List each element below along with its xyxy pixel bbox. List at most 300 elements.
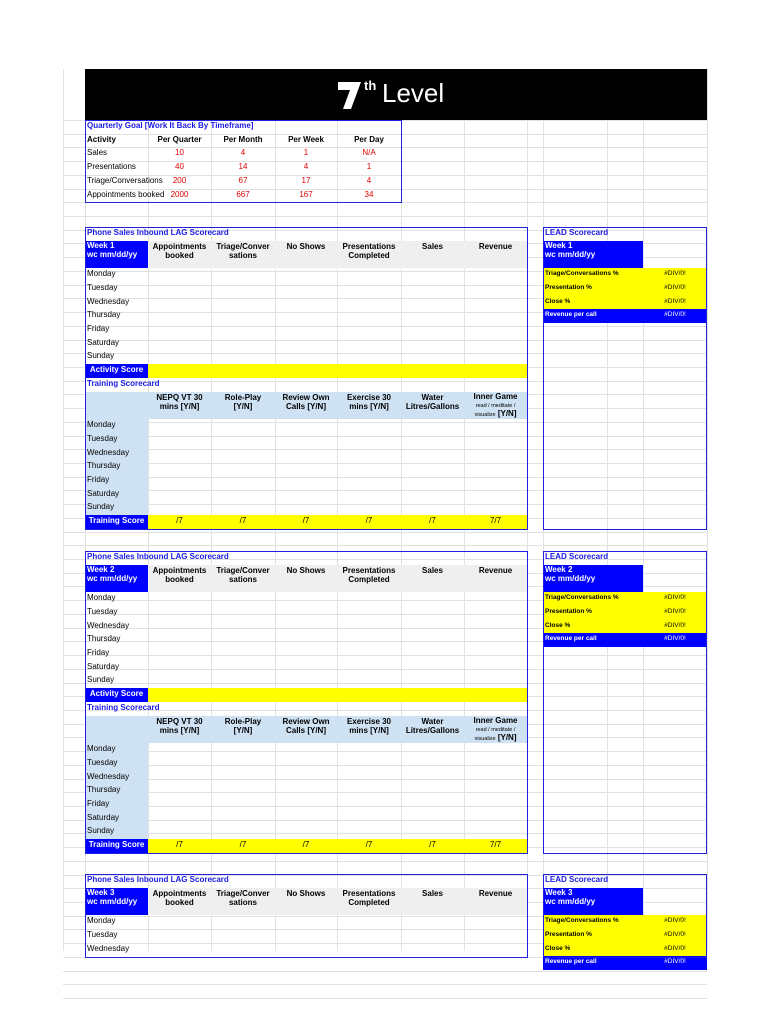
lag-entry-cell[interactable] bbox=[401, 606, 464, 620]
training-entry-cell[interactable] bbox=[211, 825, 275, 839]
training-entry-cell[interactable] bbox=[148, 474, 211, 488]
lag-column-header: Revenue bbox=[464, 241, 527, 268]
lag-entry-cell[interactable] bbox=[401, 323, 464, 337]
lag-entry-cell[interactable] bbox=[211, 647, 275, 661]
training-score-value: /7 bbox=[337, 839, 401, 853]
training-entry-cell[interactable] bbox=[148, 825, 211, 839]
activity-score-bar[interactable] bbox=[148, 364, 527, 378]
lag-column-header: Triage/Conver sations bbox=[211, 888, 275, 915]
lag-entry-cell[interactable] bbox=[275, 337, 337, 351]
lag-entry-cell[interactable] bbox=[211, 296, 275, 310]
lag-column-header: Revenue bbox=[464, 888, 527, 915]
quarterly-goal-value[interactable]: 10 bbox=[175, 148, 184, 158]
quarterly-header: Per Week bbox=[288, 134, 324, 144]
training-entry-cell[interactable] bbox=[211, 501, 275, 515]
lag-entry-cell[interactable] bbox=[401, 929, 464, 943]
training-entry-cell[interactable] bbox=[464, 812, 527, 826]
activity-score-label: Activity Score bbox=[85, 688, 148, 702]
quarterly-goal-value[interactable]: 17 bbox=[301, 175, 311, 185]
training-scorecard-title: Training Scorecard bbox=[87, 378, 160, 388]
training-entry-cell[interactable] bbox=[401, 474, 464, 488]
training-entry-cell[interactable] bbox=[148, 447, 211, 461]
training-entry-cell[interactable] bbox=[337, 419, 401, 433]
quarterly-activity-label: Presentations bbox=[87, 162, 136, 172]
lead-metric-label: Close % bbox=[543, 296, 643, 310]
training-column-header-inner-game bbox=[464, 716, 527, 743]
training-day-label: Saturday bbox=[85, 488, 148, 502]
day-label: Friday bbox=[87, 324, 110, 334]
lag-entry-cell[interactable] bbox=[401, 350, 464, 364]
lag-entry-cell[interactable] bbox=[148, 282, 211, 296]
training-entry-cell[interactable] bbox=[148, 784, 211, 798]
lag-entry-cell[interactable] bbox=[275, 915, 337, 929]
training-entry-cell[interactable] bbox=[464, 825, 527, 839]
lead-metric-value: #DIV/0! bbox=[643, 633, 707, 647]
lead-metric-label: Triage/Conversations % bbox=[543, 592, 643, 606]
lag-entry-cell[interactable] bbox=[211, 661, 275, 675]
lag-entry-cell[interactable] bbox=[275, 647, 337, 661]
lag-entry-cell[interactable] bbox=[337, 915, 401, 929]
training-entry-cell[interactable] bbox=[275, 743, 337, 757]
grid-column-line bbox=[527, 69, 528, 951]
lag-entry-cell[interactable] bbox=[337, 309, 401, 323]
week-name: Week 1 bbox=[87, 240, 115, 250]
lead-metric-value: #DIV/0! bbox=[643, 309, 707, 323]
training-entry-cell[interactable] bbox=[464, 474, 527, 488]
training-entry-cell[interactable] bbox=[401, 825, 464, 839]
training-entry-cell[interactable] bbox=[211, 433, 275, 447]
training-day-label: Friday bbox=[85, 474, 148, 488]
training-entry-cell[interactable] bbox=[275, 419, 337, 433]
quarterly-activity-label: Triage/Conversations bbox=[87, 175, 163, 185]
training-entry-cell[interactable] bbox=[337, 433, 401, 447]
training-entry-cell[interactable] bbox=[337, 784, 401, 798]
quarterly-goal-value[interactable]: 167 bbox=[299, 189, 313, 199]
training-day-label: Thursday bbox=[85, 460, 148, 474]
training-column-header: Water Litres/Gallons bbox=[401, 392, 464, 419]
logo-word: Level bbox=[382, 78, 445, 108]
lag-entry-cell[interactable] bbox=[275, 661, 337, 675]
lag-entry-cell[interactable] bbox=[401, 661, 464, 675]
training-entry-cell[interactable] bbox=[401, 419, 464, 433]
inner-game-sub: read / meditate / visualize bbox=[474, 403, 516, 418]
week-commencing[interactable]: wc mm/dd/yy bbox=[87, 249, 138, 259]
lag-entry-cell[interactable] bbox=[464, 674, 527, 688]
training-entry-cell[interactable] bbox=[275, 488, 337, 502]
lag-entry-cell[interactable] bbox=[148, 268, 211, 282]
lead-metric-label: Close % bbox=[543, 620, 643, 634]
lag-entry-cell[interactable] bbox=[211, 282, 275, 296]
quarterly-goal-value[interactable]: 1 bbox=[303, 148, 309, 158]
lag-entry-cell[interactable] bbox=[337, 943, 401, 957]
training-entry-cell[interactable] bbox=[401, 447, 464, 461]
lag-entry-cell[interactable] bbox=[148, 323, 211, 337]
day-label: Wednesday bbox=[87, 620, 130, 630]
inner-game-sub: read / meditate / visualize bbox=[474, 727, 516, 742]
quarterly-goal-value[interactable]: 667 bbox=[236, 189, 250, 199]
lag-entry-cell[interactable] bbox=[275, 633, 337, 647]
lag-entry-cell[interactable] bbox=[148, 337, 211, 351]
lag-entry-cell[interactable] bbox=[464, 592, 527, 606]
training-entry-cell[interactable] bbox=[337, 474, 401, 488]
day-label: Tuesday bbox=[87, 282, 118, 292]
training-entry-cell[interactable] bbox=[275, 812, 337, 826]
training-day-label: Monday bbox=[85, 419, 148, 433]
training-entry-cell[interactable] bbox=[401, 501, 464, 515]
training-entry-cell[interactable] bbox=[275, 757, 337, 771]
lag-entry-cell[interactable] bbox=[211, 943, 275, 957]
training-entry-cell[interactable] bbox=[401, 460, 464, 474]
lag-entry-cell[interactable] bbox=[337, 592, 401, 606]
quarterly-header: Per Month bbox=[223, 134, 263, 144]
training-entry-cell[interactable] bbox=[148, 433, 211, 447]
training-entry-cell[interactable] bbox=[211, 460, 275, 474]
lag-column-header: No Shows bbox=[275, 241, 337, 268]
lag-entry-cell[interactable] bbox=[148, 929, 211, 943]
lag-entry-cell[interactable] bbox=[211, 929, 275, 943]
training-entry-cell[interactable] bbox=[464, 447, 527, 461]
lag-entry-cell[interactable] bbox=[148, 647, 211, 661]
training-entry-cell[interactable] bbox=[401, 784, 464, 798]
training-entry-cell[interactable] bbox=[211, 488, 275, 502]
training-day-label: Friday bbox=[85, 798, 148, 812]
training-entry-cell[interactable] bbox=[401, 488, 464, 502]
lag-entry-cell[interactable] bbox=[401, 268, 464, 282]
lag-entry-cell[interactable] bbox=[275, 268, 337, 282]
training-score-label: Training Score bbox=[85, 839, 148, 853]
lag-entry-cell[interactable] bbox=[275, 620, 337, 634]
day-label: Tuesday bbox=[87, 606, 118, 616]
training-entry-cell[interactable] bbox=[464, 433, 527, 447]
training-entry-cell[interactable] bbox=[337, 488, 401, 502]
training-entry-cell[interactable] bbox=[401, 812, 464, 826]
grid-row-line bbox=[63, 202, 707, 203]
activity-score-bar[interactable] bbox=[148, 688, 527, 702]
quarterly-goal-value[interactable]: 4 bbox=[366, 175, 372, 185]
training-entry-cell[interactable] bbox=[148, 501, 211, 515]
lag-entry-cell[interactable] bbox=[148, 674, 211, 688]
lead-week-commencing[interactable]: wc mm/dd/yy bbox=[545, 573, 596, 583]
training-entry-cell[interactable] bbox=[464, 460, 527, 474]
training-entry-cell[interactable] bbox=[337, 825, 401, 839]
training-entry-cell[interactable] bbox=[337, 743, 401, 757]
lag-entry-cell[interactable] bbox=[211, 633, 275, 647]
lag-entry-cell[interactable] bbox=[337, 661, 401, 675]
inner-game-yn: [Y/N] bbox=[497, 408, 517, 418]
lag-entry-cell[interactable] bbox=[211, 620, 275, 634]
training-day-label: Wednesday bbox=[85, 447, 148, 461]
training-column-header: Water Litres/Gallons bbox=[401, 716, 464, 743]
training-entry-cell[interactable] bbox=[337, 460, 401, 474]
lag-column-header: No Shows bbox=[275, 888, 337, 915]
training-entry-cell[interactable] bbox=[401, 798, 464, 812]
training-score-value: /7 bbox=[148, 839, 211, 853]
training-entry-cell[interactable] bbox=[148, 743, 211, 757]
quarterly-goal-value[interactable]: 4 bbox=[303, 162, 309, 172]
quarterly-activity-label: Sales bbox=[87, 148, 108, 158]
lag-entry-cell[interactable] bbox=[401, 915, 464, 929]
training-entry-cell[interactable] bbox=[337, 447, 401, 461]
lag-entry-cell[interactable] bbox=[275, 282, 337, 296]
lag-entry-cell[interactable] bbox=[211, 309, 275, 323]
lag-entry-cell[interactable] bbox=[148, 915, 211, 929]
training-entry-cell[interactable] bbox=[337, 812, 401, 826]
lead-scorecard-title: LEAD Scorecard bbox=[545, 875, 609, 884]
day-label: Wednesday bbox=[87, 943, 130, 953]
lag-entry-cell[interactable] bbox=[275, 309, 337, 323]
lead-metric-label: Triage/Conversations % bbox=[543, 268, 643, 282]
lead-week-commencing[interactable]: wc mm/dd/yy bbox=[545, 896, 596, 906]
lag-entry-cell[interactable] bbox=[337, 633, 401, 647]
lag-entry-cell[interactable] bbox=[275, 350, 337, 364]
quarterly-goal-value[interactable]: 14 bbox=[238, 162, 248, 172]
lag-entry-cell[interactable] bbox=[401, 592, 464, 606]
training-entry-cell[interactable] bbox=[148, 812, 211, 826]
training-score-value: /7 bbox=[148, 515, 211, 529]
training-entry-cell[interactable] bbox=[275, 784, 337, 798]
training-entry-cell[interactable] bbox=[211, 447, 275, 461]
training-column-header: Exercise 30 mins [Y/N] bbox=[337, 716, 401, 743]
lag-entry-cell[interactable] bbox=[337, 296, 401, 310]
lead-week-name: Week 3 bbox=[545, 887, 573, 897]
lag-entry-cell[interactable] bbox=[211, 323, 275, 337]
lag-entry-cell[interactable] bbox=[275, 296, 337, 310]
training-scorecard-title: Training Scorecard bbox=[87, 702, 160, 712]
lag-column-header: Sales bbox=[401, 888, 464, 915]
lead-metric-label: Presentation % bbox=[543, 606, 643, 620]
training-column-header: Review Own Calls [Y/N] bbox=[275, 392, 337, 419]
lag-entry-cell[interactable] bbox=[401, 633, 464, 647]
week-commencing[interactable]: wc mm/dd/yy bbox=[87, 573, 138, 583]
training-entry-cell[interactable] bbox=[148, 771, 211, 785]
lag-entry-cell[interactable] bbox=[464, 309, 527, 323]
lead-metric-value: #DIV/0! bbox=[643, 943, 707, 957]
training-entry-cell[interactable] bbox=[401, 743, 464, 757]
lag-entry-cell[interactable] bbox=[148, 606, 211, 620]
lead-metric-label: Revenue per call bbox=[543, 956, 643, 970]
training-entry-cell[interactable] bbox=[148, 419, 211, 433]
training-entry-cell[interactable] bbox=[464, 488, 527, 502]
lag-entry-cell[interactable] bbox=[148, 592, 211, 606]
lag-column-header: No Shows bbox=[275, 565, 337, 592]
lag-column-header: Presentations Completed bbox=[337, 565, 401, 592]
training-score-value: /7 bbox=[401, 515, 464, 529]
lag-entry-cell[interactable] bbox=[464, 337, 527, 351]
inner-game-title: Inner Game bbox=[473, 715, 518, 725]
lag-entry-cell[interactable] bbox=[211, 606, 275, 620]
lag-entry-cell[interactable] bbox=[401, 337, 464, 351]
lag-entry-cell[interactable] bbox=[275, 929, 337, 943]
lag-entry-cell[interactable] bbox=[211, 337, 275, 351]
quarterly-goal-value[interactable]: N/A bbox=[362, 148, 376, 158]
training-entry-cell[interactable] bbox=[275, 825, 337, 839]
training-entry-cell[interactable] bbox=[275, 474, 337, 488]
lag-entry-cell[interactable] bbox=[464, 929, 527, 943]
lag-entry-cell[interactable] bbox=[148, 350, 211, 364]
lag-entry-cell[interactable] bbox=[148, 309, 211, 323]
training-day-label: Saturday bbox=[85, 812, 148, 826]
training-entry-cell[interactable] bbox=[211, 743, 275, 757]
training-entry-cell[interactable] bbox=[337, 757, 401, 771]
training-entry-cell[interactable] bbox=[464, 419, 527, 433]
training-entry-cell[interactable] bbox=[464, 743, 527, 757]
lag-entry-cell[interactable] bbox=[337, 268, 401, 282]
quarterly-goal-value[interactable]: 67 bbox=[238, 175, 248, 185]
lag-entry-cell[interactable] bbox=[464, 620, 527, 634]
lag-column-header: Triage/Conver sations bbox=[211, 241, 275, 268]
lag-entry-cell[interactable] bbox=[337, 647, 401, 661]
lag-entry-cell[interactable] bbox=[337, 606, 401, 620]
week-label-cell bbox=[85, 888, 148, 915]
training-entry-cell[interactable] bbox=[148, 798, 211, 812]
lead-metric-value: #DIV/0! bbox=[643, 915, 707, 929]
lag-entry-cell[interactable] bbox=[464, 268, 527, 282]
lag-entry-cell[interactable] bbox=[401, 620, 464, 634]
training-score-label: Training Score bbox=[85, 515, 148, 529]
day-label: Monday bbox=[87, 916, 116, 926]
day-label: Tuesday bbox=[87, 929, 118, 939]
training-entry-cell[interactable] bbox=[464, 501, 527, 515]
quarterly-goal-value[interactable]: 4 bbox=[240, 148, 246, 158]
inner-game-title: Inner Game bbox=[473, 391, 518, 401]
grid-row-line bbox=[63, 971, 707, 972]
quarterly-goal-value[interactable]: 200 bbox=[172, 175, 187, 185]
lag-scorecard-title: Phone Sales Inbound LAG Scorecard bbox=[87, 228, 229, 237]
lag-entry-cell[interactable] bbox=[148, 296, 211, 310]
quarterly-goal-title: Quarterly Goal [Work It Back By Timeframe] bbox=[87, 121, 254, 130]
lag-entry-cell[interactable] bbox=[275, 943, 337, 957]
lead-week-commencing[interactable]: wc mm/dd/yy bbox=[545, 249, 596, 259]
lag-column-header: Appointments booked bbox=[148, 565, 211, 592]
training-entry-cell[interactable] bbox=[337, 501, 401, 515]
lag-entry-cell[interactable] bbox=[211, 915, 275, 929]
lag-entry-cell[interactable] bbox=[148, 661, 211, 675]
lead-metric-value: #DIV/0! bbox=[643, 620, 707, 634]
training-entry-cell[interactable] bbox=[211, 419, 275, 433]
quarterly-header: Activity bbox=[87, 134, 116, 144]
lag-entry-cell[interactable] bbox=[148, 633, 211, 647]
lag-entry-cell[interactable] bbox=[337, 620, 401, 634]
lag-entry-cell[interactable] bbox=[337, 929, 401, 943]
training-entry-cell[interactable] bbox=[275, 460, 337, 474]
training-entry-cell[interactable] bbox=[275, 771, 337, 785]
training-entry-cell[interactable] bbox=[211, 771, 275, 785]
training-entry-cell[interactable] bbox=[211, 757, 275, 771]
lag-entry-cell[interactable] bbox=[401, 296, 464, 310]
lag-entry-cell[interactable] bbox=[275, 323, 337, 337]
grid-row-line bbox=[63, 545, 707, 546]
grid-row-line bbox=[63, 984, 707, 985]
week-label-cell bbox=[85, 565, 148, 592]
training-entry-cell[interactable] bbox=[275, 447, 337, 461]
lag-entry-cell[interactable] bbox=[401, 674, 464, 688]
quarterly-goal-value[interactable]: 40 bbox=[175, 162, 184, 172]
lead-metric-value: #DIV/0! bbox=[643, 929, 707, 943]
lag-entry-cell[interactable] bbox=[148, 943, 211, 957]
lag-entry-cell[interactable] bbox=[211, 674, 275, 688]
spreadsheet-page bbox=[63, 69, 707, 966]
lag-entry-cell[interactable] bbox=[464, 661, 527, 675]
lead-metric-label: Revenue per call bbox=[543, 633, 643, 647]
quarterly-goal-value[interactable]: 2000 bbox=[170, 189, 189, 199]
training-entry-cell[interactable] bbox=[211, 798, 275, 812]
lead-metric-value: #DIV/0! bbox=[643, 956, 707, 970]
lead-week-name: Week 1 bbox=[545, 240, 573, 250]
quarterly-goal-value[interactable]: 34 bbox=[364, 189, 374, 199]
day-label: Sunday bbox=[87, 351, 115, 361]
training-entry-cell[interactable] bbox=[401, 757, 464, 771]
lag-entry-cell[interactable] bbox=[211, 350, 275, 364]
week-commencing[interactable]: wc mm/dd/yy bbox=[87, 896, 138, 906]
training-entry-cell[interactable] bbox=[464, 798, 527, 812]
training-score-value: 7/7 bbox=[464, 839, 527, 853]
training-entry-cell[interactable] bbox=[275, 433, 337, 447]
lag-entry-cell[interactable] bbox=[148, 620, 211, 634]
lag-entry-cell[interactable] bbox=[464, 647, 527, 661]
lag-entry-cell[interactable] bbox=[337, 282, 401, 296]
lag-entry-cell[interactable] bbox=[337, 323, 401, 337]
inner-game-yn: [Y/N] bbox=[497, 732, 517, 742]
lag-entry-cell[interactable] bbox=[401, 309, 464, 323]
lag-column-header: Appointments booked bbox=[148, 888, 211, 915]
lag-entry-cell[interactable] bbox=[464, 606, 527, 620]
lag-entry-cell[interactable] bbox=[337, 674, 401, 688]
lag-column-header: Revenue bbox=[464, 565, 527, 592]
training-entry-cell[interactable] bbox=[148, 460, 211, 474]
training-entry-cell[interactable] bbox=[211, 812, 275, 826]
lag-entry-cell[interactable] bbox=[464, 633, 527, 647]
lag-entry-cell[interactable] bbox=[464, 915, 527, 929]
lag-entry-cell[interactable] bbox=[275, 674, 337, 688]
lag-entry-cell[interactable] bbox=[464, 350, 527, 364]
quarterly-goal-value[interactable]: 1 bbox=[366, 162, 372, 172]
lag-entry-cell[interactable] bbox=[211, 592, 275, 606]
training-entry-cell[interactable] bbox=[464, 771, 527, 785]
training-entry-cell[interactable] bbox=[211, 784, 275, 798]
lag-entry-cell[interactable] bbox=[337, 337, 401, 351]
lag-entry-cell[interactable] bbox=[464, 282, 527, 296]
training-entry-cell[interactable] bbox=[148, 757, 211, 771]
lag-entry-cell[interactable] bbox=[337, 350, 401, 364]
training-entry-cell[interactable] bbox=[275, 501, 337, 515]
lag-entry-cell[interactable] bbox=[401, 647, 464, 661]
training-entry-cell[interactable] bbox=[148, 488, 211, 502]
lag-entry-cell[interactable] bbox=[401, 282, 464, 296]
lag-column-header: Sales bbox=[401, 241, 464, 268]
training-entry-cell[interactable] bbox=[464, 757, 527, 771]
training-entry-cell[interactable] bbox=[337, 771, 401, 785]
training-entry-cell[interactable] bbox=[401, 771, 464, 785]
training-entry-cell[interactable] bbox=[211, 474, 275, 488]
lag-entry-cell[interactable] bbox=[275, 606, 337, 620]
lag-entry-cell[interactable] bbox=[275, 592, 337, 606]
lag-entry-cell[interactable] bbox=[464, 296, 527, 310]
lag-column-header: Presentations Completed bbox=[337, 241, 401, 268]
lead-scorecard-title: LEAD Scorecard bbox=[545, 552, 609, 561]
lag-entry-cell[interactable] bbox=[464, 943, 527, 957]
grid-column-line bbox=[63, 69, 64, 951]
training-entry-cell[interactable] bbox=[337, 798, 401, 812]
training-entry-cell[interactable] bbox=[275, 798, 337, 812]
lag-entry-cell[interactable] bbox=[464, 323, 527, 337]
lag-entry-cell[interactable] bbox=[401, 943, 464, 957]
training-entry-cell[interactable] bbox=[464, 784, 527, 798]
training-score-value: /7 bbox=[211, 515, 275, 529]
training-column-header: Review Own Calls [Y/N] bbox=[275, 716, 337, 743]
training-entry-cell[interactable] bbox=[401, 433, 464, 447]
training-score-value: /7 bbox=[337, 515, 401, 529]
lag-entry-cell[interactable] bbox=[211, 268, 275, 282]
